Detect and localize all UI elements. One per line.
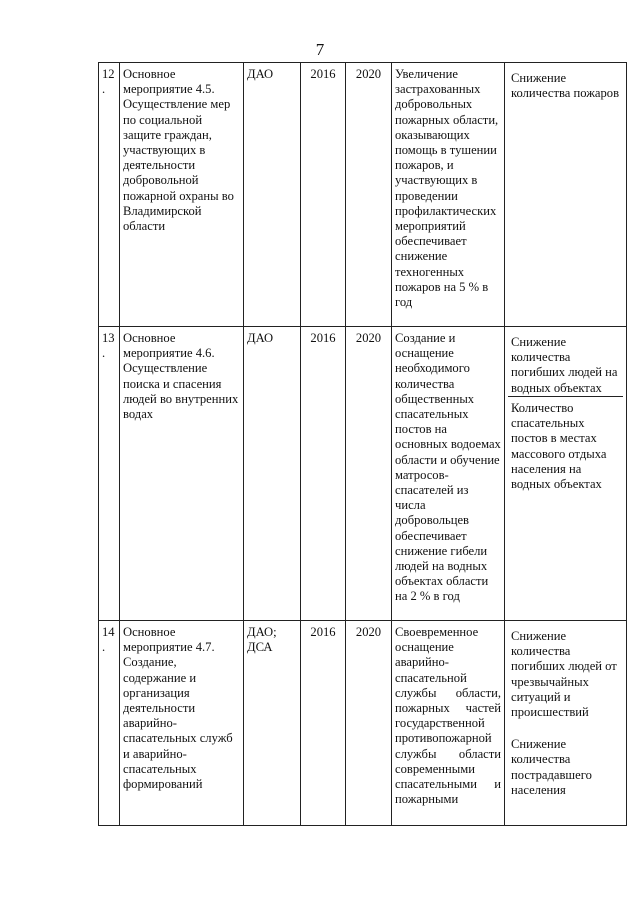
row-number: 12. <box>99 63 120 327</box>
result-indicator: Снижение количества погибших людей на водных объектах <box>511 335 618 395</box>
results-cell <box>505 63 627 327</box>
executor-cell: ДАО <box>244 327 301 621</box>
row-number: 14. <box>99 621 120 826</box>
start-year-cell: 2016 <box>301 327 346 621</box>
table-row <box>99 621 627 826</box>
end-year-cell: 2020 <box>346 63 392 327</box>
table-row <box>99 327 627 621</box>
result-indicator: Снижение количества погибших людей от чрезвычайных ситуаций и происшествий <box>511 629 617 720</box>
row-number: 13. <box>99 327 120 621</box>
start-year-cell: 2016 <box>301 621 346 826</box>
program-activities-table <box>98 62 627 826</box>
activity-cell: Основное мероприятие 4.7. Создание, содержание и организация деятельности аварийно-спасательных служб и аварийно-спасательных формирований <box>120 621 244 826</box>
results-cell <box>505 327 627 621</box>
end-year-cell: 2020 <box>346 327 392 621</box>
effect-cell: Своевременное оснащение аварийно-спасательной службы области, пожарных частей государственной противопожарной службы области современными спасательными и пожарными <box>392 621 505 826</box>
effect-cell: Увеличение застрахованных добровольных пожарных области, оказывающих помощь в тушении пожаров, и участвующих в проведении профилактических мероприятий обеспечивает снижение техногенных пожаров на 5 % в год <box>392 63 505 327</box>
result-indicator: Снижение количества пожаров <box>511 71 620 101</box>
page-number: 7 <box>315 40 325 59</box>
effect-cell: Создание и оснащение необходимого количества общественных спасательных постов на основных водоемах области и обучение матросов-спасателей из числа добровольцев обеспечивает снижение гибели людей на водных объектах области на 2 % в год <box>392 327 505 621</box>
activity-cell: Основное мероприятие 4.5. Осуществление мер по социальной защите граждан, участвующих в деятельности добровольной пожарной охраны во Владимирской области <box>120 63 244 327</box>
end-year-cell: 2020 <box>346 621 392 826</box>
result-indicator: Количество спасательных постов в местах массового отдыха населения на водных объектах <box>508 396 623 495</box>
start-year-cell: 2016 <box>301 63 346 327</box>
results-cell <box>505 621 627 826</box>
executor-cell: ДАО; ДСА <box>244 621 301 826</box>
table-row <box>99 63 627 327</box>
executor-cell: ДАО <box>244 63 301 327</box>
activity-cell: Основное мероприятие 4.6. Осуществление поиска и спасения людей во внутренних водах <box>120 327 244 621</box>
result-indicator: Снижение количества пострадавшего населения <box>511 737 592 797</box>
